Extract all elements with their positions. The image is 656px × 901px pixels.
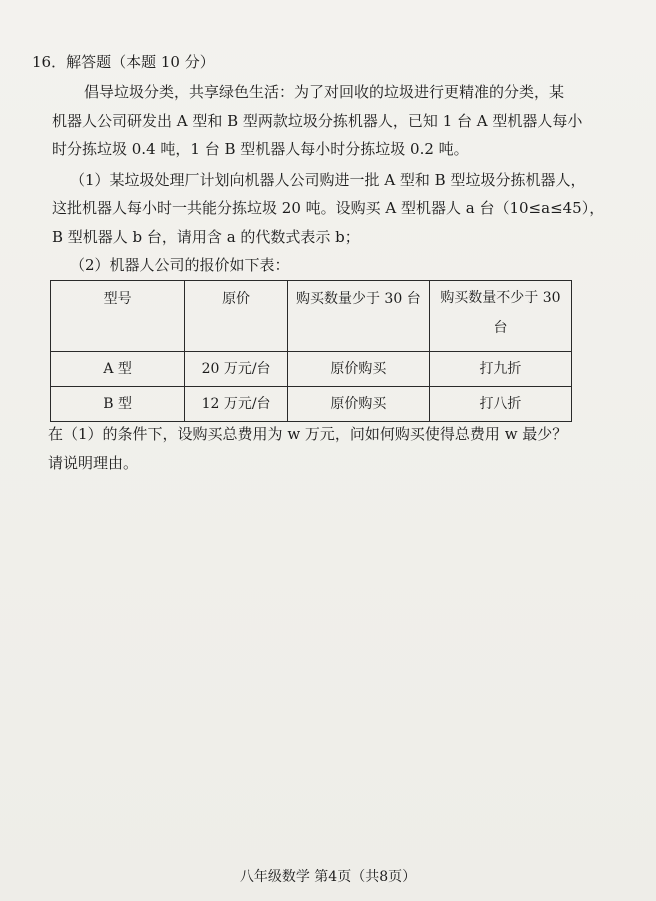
header-original-price: 原价 — [185, 281, 288, 352]
header-model: 型号 — [51, 281, 185, 352]
cell-at-least-30: 打八折 — [429, 387, 571, 422]
header-at-least-30: 购买数量不少于 30 台 — [429, 281, 571, 352]
part1-line-1: （1）某垃圾处理厂计划向机器人公司购进一批 A 型和 B 型垃圾分拣机器人， — [70, 171, 586, 189]
cell-model: A 型 — [51, 352, 185, 387]
part1-line-2: 这批机器人每小时一共能分拣垃圾 20 吨。设购买 A 型机器人 a 台（10≤a≤45）， — [52, 199, 605, 217]
table-header-row — [51, 281, 572, 352]
cell-under-30: 原价购买 — [287, 352, 429, 387]
table-row — [51, 387, 572, 422]
cell-at-least-30: 打九折 — [429, 352, 571, 387]
intro-line-3: 时分拣垃圾 0.4 吨，1 台 B 型机器人每小时分拣垃圾 0.2 吨。 — [52, 140, 469, 158]
cell-under-30: 原价购买 — [287, 387, 429, 422]
part2-question-line-2: 请说明理由。 — [48, 454, 139, 472]
cell-model: B 型 — [51, 387, 185, 422]
header-under-30: 购买数量少于 30 台 — [287, 281, 429, 352]
intro-line-1: 倡导垃圾分类，共享绿色生活：为了对回收的垃圾进行更精准的分类，某 — [84, 83, 565, 101]
cell-price: 20 万元/台 — [185, 352, 288, 387]
question-title: 16．解答题（本题 10 分） — [32, 53, 215, 71]
page-footer: 八年级数学 第4页（共8页） — [239, 869, 417, 885]
price-table — [50, 280, 572, 422]
part2-question-line-1: 在（1）的条件下，设购买总费用为 w 万元，问如何购买使得总费用 w 最少？ — [48, 425, 568, 443]
cell-price: 12 万元/台 — [185, 387, 288, 422]
part1-line-3: B 型机器人 b 台，请用含 a 的代数式表示 b； — [52, 228, 360, 246]
part2-intro: （2）机器人公司的报价如下表： — [70, 256, 290, 274]
table-row — [51, 352, 572, 387]
intro-line-2: 机器人公司研发出 A 型和 B 型两款垃圾分拣机器人，已知 1 台 A 型机器人每小 — [52, 112, 583, 130]
